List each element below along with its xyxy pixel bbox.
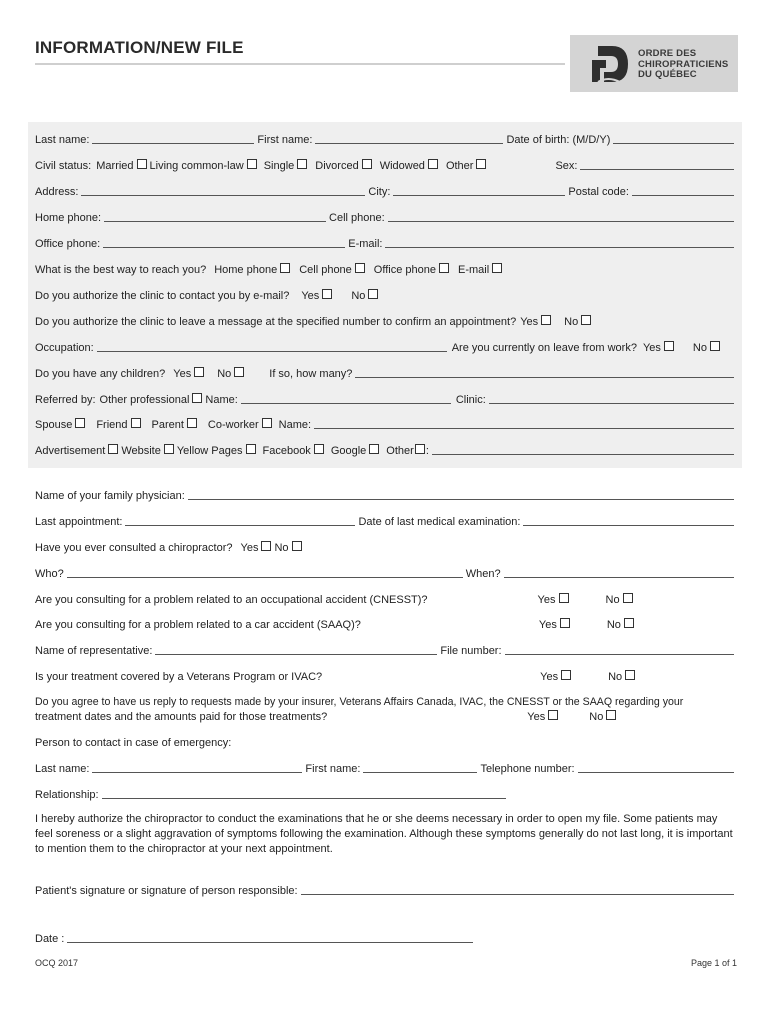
last-exam-field[interactable] — [523, 513, 734, 526]
consulted-no-checkbox[interactable] — [292, 541, 302, 551]
dob-label: Date of birth: (M/D/Y) — [506, 134, 611, 146]
other-status-checkbox[interactable] — [476, 159, 486, 169]
contact-cell-label: Cell phone — [299, 264, 352, 276]
name-row — [35, 130, 737, 146]
occupation-row — [35, 338, 737, 354]
cnesst-label: Are you consulting for a problem related to an occupational accident (CNESST)? — [35, 594, 428, 606]
first-name-field[interactable] — [315, 131, 503, 144]
dob-field[interactable] — [613, 131, 734, 144]
email-label: E-mail: — [348, 238, 383, 250]
emergency-label: Person to contact in case of emergency: — [35, 737, 232, 749]
auth-email-row — [35, 286, 737, 302]
postal-code-field[interactable] — [632, 183, 734, 196]
children-label: Do you have any children? — [35, 368, 166, 380]
children-yes-checkbox[interactable] — [194, 367, 204, 377]
last-exam-label: Date of last medical examination: — [358, 516, 521, 528]
agree-yes-label: Yes — [527, 711, 546, 723]
other-source-colon: : — [425, 445, 429, 457]
facebook-checkbox[interactable] — [314, 444, 324, 454]
family-physician-field[interactable] — [188, 487, 734, 500]
other-source-field[interactable] — [432, 442, 734, 455]
divorced-label: Divorced — [315, 160, 359, 172]
saaq-row — [35, 615, 737, 631]
civil-status-row — [35, 156, 737, 172]
emergency-row — [35, 733, 737, 749]
page-number: Page 1 of 1 — [690, 958, 737, 968]
widowed-checkbox[interactable] — [428, 159, 438, 169]
file-number-label: File number: — [440, 645, 502, 657]
cnesst-yes-checkbox[interactable] — [559, 593, 569, 603]
veterans-row — [35, 667, 737, 683]
living-common-law-label: Living common-law — [149, 160, 244, 172]
on-leave-yes-checkbox[interactable] — [664, 341, 674, 351]
signature-label: Patient's signature or signature of person responsible: — [35, 885, 298, 897]
logo-line-1: ORDRE DES — [638, 48, 697, 59]
home-phone-field[interactable] — [104, 209, 326, 222]
relationship-row — [35, 785, 737, 801]
logo-line-2: CHIROPRATICIENS — [638, 58, 729, 70]
contact-home-label: Home phone — [214, 264, 278, 276]
physician-row — [35, 486, 737, 502]
saaq-no-checkbox[interactable] — [624, 618, 634, 628]
other-source-label: Other — [386, 445, 414, 457]
friend-checkbox[interactable] — [131, 418, 141, 428]
spouse-checkbox[interactable] — [75, 418, 85, 428]
contact-home-checkbox[interactable] — [280, 263, 290, 273]
signature-row — [35, 881, 737, 897]
date-label: Date : — [35, 933, 65, 945]
veterans-label: Is your treatment covered by a Veterans Program or IVAC? — [35, 671, 323, 683]
veterans-yes-checkbox[interactable] — [561, 670, 571, 680]
children-row — [35, 364, 737, 380]
cnesst-row — [35, 590, 737, 606]
contact-email-label: E-mail — [457, 264, 490, 276]
auth-email-label: Do you authorize the clinic to contact you by e-mail? — [35, 290, 290, 302]
facebook-label: Facebook — [262, 445, 311, 457]
saaq-label: Are you consulting for a problem related to a car accident (SAAQ)? — [35, 619, 361, 631]
contact-cell-checkbox[interactable] — [355, 263, 365, 273]
address-row — [35, 182, 737, 198]
best-way-label: What is the best way to reach you? — [35, 264, 207, 276]
phone-row — [35, 208, 737, 224]
page-title: INFORMATION/NEW FILE — [35, 38, 244, 57]
other-professional-label: Other professional — [99, 394, 190, 406]
contact-office-checkbox[interactable] — [439, 263, 449, 273]
relation-name-field[interactable] — [314, 416, 734, 429]
auth-email-yes-checkbox[interactable] — [322, 289, 332, 299]
yellow-pages-label: Yellow Pages — [176, 445, 243, 457]
logo-line-3: DU QUÉBEC — [638, 69, 697, 80]
representative-label: Name of representative: — [35, 645, 153, 657]
title-divider — [35, 63, 565, 65]
referrer-name-field[interactable] — [241, 391, 451, 404]
single-label: Single — [263, 160, 295, 172]
last-appointment-label: Last appointment: — [35, 516, 123, 528]
agree-line-2 — [35, 707, 737, 723]
saaq-yes-label: Yes — [538, 619, 557, 631]
how-many-field[interactable] — [355, 365, 734, 378]
children-yes-label: Yes — [173, 368, 192, 380]
website-label: Website — [121, 445, 161, 457]
address-field[interactable] — [81, 183, 365, 196]
address-label: Address: — [35, 186, 79, 198]
ocq-logo — [570, 35, 738, 92]
living-common-law-checkbox[interactable] — [247, 159, 257, 169]
when-label: When? — [465, 568, 501, 580]
parent-label: Parent — [151, 419, 184, 431]
auth-email-no-label: No — [351, 290, 366, 302]
referrer-name-label: Name: — [205, 394, 238, 406]
contact-office-label: Office phone — [373, 264, 436, 276]
clinic-label: Clinic: — [455, 394, 486, 406]
postal-code-label: Postal code: — [568, 186, 629, 198]
telephone-field[interactable] — [578, 760, 734, 773]
who-row — [35, 564, 737, 580]
sex-label: Sex: — [555, 160, 578, 172]
auth-msg-no-label: No — [564, 316, 579, 328]
agree-no-checkbox[interactable] — [606, 710, 616, 720]
home-phone-label: Home phone: — [35, 212, 102, 224]
telephone-label: Telephone number: — [480, 763, 575, 775]
contact-email-checkbox[interactable] — [492, 263, 502, 273]
coworker-label: Co-worker — [207, 419, 259, 431]
veterans-no-label: No — [608, 671, 623, 683]
on-leave-label: Are you currently on leave from work? — [451, 342, 637, 354]
cnesst-yes-label: Yes — [537, 594, 556, 606]
divorced-checkbox[interactable] — [362, 159, 372, 169]
best-way-row — [35, 260, 737, 276]
city-label: City: — [368, 186, 391, 198]
agree-line-1 — [35, 692, 737, 708]
on-leave-yes-label: Yes — [642, 342, 661, 354]
when-field[interactable] — [504, 565, 734, 578]
advertisement-label: Advertisement — [35, 445, 106, 457]
spouse-label: Spouse — [35, 419, 73, 431]
auth-msg-label: Do you authorize the clinic to leave a message at the specified number to confirm an appointment? — [35, 316, 517, 328]
consulted-yes-checkbox[interactable] — [261, 541, 271, 551]
office-phone-label: Office phone: — [35, 238, 101, 250]
auth-msg-yes-label: Yes — [520, 316, 539, 328]
date-field[interactable] — [67, 930, 473, 943]
media-row — [35, 441, 737, 457]
date-row — [35, 929, 737, 945]
cnesst-no-checkbox[interactable] — [623, 593, 633, 603]
consulted-row — [35, 538, 737, 554]
yellow-pages-checkbox[interactable] — [246, 444, 256, 454]
coworker-checkbox[interactable] — [262, 418, 272, 428]
auth-email-yes-label: Yes — [301, 290, 320, 302]
children-no-checkbox[interactable] — [234, 367, 244, 377]
emergency-first-name-label: First name: — [305, 763, 361, 775]
clinic-field[interactable] — [489, 391, 734, 404]
auth-msg-yes-checkbox[interactable] — [541, 315, 551, 325]
occupation-field[interactable] — [97, 339, 447, 352]
relationship-field[interactable] — [102, 786, 506, 799]
widowed-label: Widowed — [379, 160, 425, 172]
last-name-label: Last name: — [35, 134, 90, 146]
last-name-field[interactable] — [92, 131, 254, 144]
authorization-text: I hereby authorize the chiropractor to conduct the examinations that he or she deems necessary in order to open my file. Some patients may feel soreness or a slight aggravation of symptoms following the examination. Although these symptoms generally do not last long, it is important to mention them to the chiropractor at your next appointment. — [35, 813, 733, 855]
agree-text-2: treatment dates and the amounts paid for those treatments? — [35, 711, 328, 723]
saaq-no-label: No — [606, 619, 621, 631]
friend-label: Friend — [96, 419, 128, 431]
veterans-yes-label: Yes — [540, 671, 559, 683]
cell-phone-label: Cell phone: — [329, 212, 385, 224]
file-number-field[interactable] — [505, 642, 734, 655]
civil-status-label: Civil status: — [35, 160, 92, 172]
auth-email-no-checkbox[interactable] — [368, 289, 378, 299]
referred-row — [35, 390, 737, 406]
emergency-last-name-field[interactable] — [92, 760, 302, 773]
first-name-label: First name: — [257, 134, 313, 146]
married-checkbox[interactable] — [137, 159, 147, 169]
on-leave-no-label: No — [692, 342, 707, 354]
office-phone-field[interactable] — [103, 235, 345, 248]
consulted-label: Have you ever consulted a chiropractor? — [35, 542, 233, 554]
auth-msg-row — [35, 312, 737, 328]
occupation-label: Occupation: — [35, 342, 94, 354]
agree-no-label: No — [589, 711, 604, 723]
single-checkbox[interactable] — [297, 159, 307, 169]
relationship-label: Relationship: — [35, 789, 99, 801]
children-no-label: No — [217, 368, 232, 380]
family-physician-label: Name of your family physician: — [35, 490, 185, 502]
saaq-yes-checkbox[interactable] — [560, 618, 570, 628]
signature-field[interactable] — [301, 882, 734, 895]
consulted-yes-label: Yes — [240, 542, 259, 554]
emergency-last-name-label: Last name: — [35, 763, 90, 775]
other-professional-checkbox[interactable] — [192, 393, 202, 403]
who-label: Who? — [35, 568, 64, 580]
cell-phone-field[interactable] — [388, 209, 734, 222]
veterans-no-checkbox[interactable] — [625, 670, 635, 680]
how-many-label: If so, how many? — [269, 368, 353, 380]
emergency-first-name-field[interactable] — [363, 760, 477, 773]
other-source-checkbox[interactable] — [415, 444, 425, 454]
representative-row — [35, 641, 737, 657]
appointment-row — [35, 512, 737, 528]
city-field[interactable] — [393, 183, 565, 196]
on-leave-no-checkbox[interactable] — [710, 341, 720, 351]
consulted-no-label: No — [274, 542, 289, 554]
agree-text-1: Do you agree to have us reply to requests made by your insurer, Veterans Affairs Canada, IVAC, the CNESST or the SAAQ regarding your — [35, 696, 684, 708]
last-appointment-field[interactable] — [125, 513, 355, 526]
relation-name-label: Name: — [278, 419, 312, 431]
representative-field[interactable] — [155, 642, 437, 655]
google-checkbox[interactable] — [369, 444, 379, 454]
parent-checkbox[interactable] — [187, 418, 197, 428]
relation-row — [35, 415, 737, 431]
office-row — [35, 234, 737, 250]
google-label: Google — [330, 445, 367, 457]
auth-msg-no-checkbox[interactable] — [581, 315, 591, 325]
advertisement-checkbox[interactable] — [108, 444, 118, 454]
who-field[interactable] — [67, 565, 463, 578]
married-label: Married — [96, 160, 134, 172]
cnesst-no-label: No — [605, 594, 620, 606]
agree-yes-checkbox[interactable] — [548, 710, 558, 720]
ocq-logo-mark-icon — [584, 42, 634, 86]
other-status-label: Other — [445, 160, 474, 172]
website-checkbox[interactable] — [164, 444, 174, 454]
sex-field[interactable] — [580, 157, 734, 170]
emergency-name-row — [35, 759, 737, 775]
email-field[interactable] — [385, 235, 734, 248]
form-code: OCQ 2017 — [35, 958, 79, 968]
referred-label: Referred by: — [35, 394, 96, 406]
